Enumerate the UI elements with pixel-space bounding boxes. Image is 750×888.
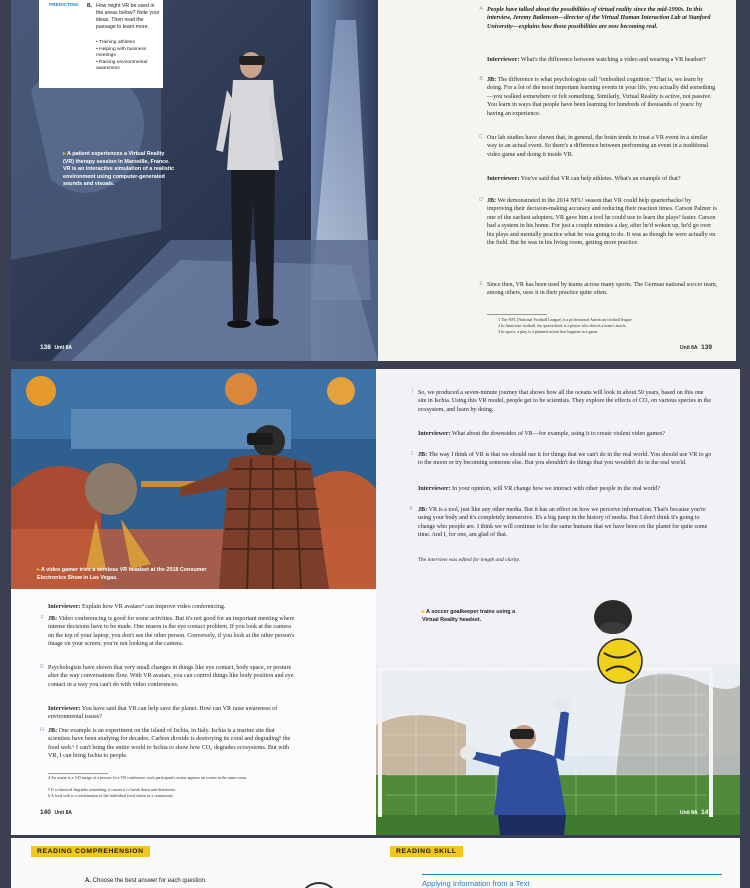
instruction: A. Choose the best answer for each question. (85, 878, 207, 884)
paragraph-letter: C (479, 134, 483, 140)
reading-comprehension-banner: READING COMPREHENSION (31, 846, 150, 857)
caption-arrow-icon: ▸ (63, 151, 68, 157)
unit-label: Unit 8A (680, 810, 698, 816)
list-item: • Training athletes (96, 40, 135, 45)
photo-caption: ▸ A video gamer tries a wireless VR headset at the 2018 Consumer Electronics Show in Las Vegas. (37, 567, 207, 581)
page-footer (40, 809, 72, 816)
answer-paragraph: JB: The difference is what psychologists call "embodied cognition." That is, we learn by doing. For a lot of the most important learning events in your life, you actually did something—you walked somewhere or felt something. Similarly, Virtual Reality is active, not passive. You learn in ways that people have been learning for hundreds of thousands of years: by having an experience. (487, 77, 716, 117)
answer-paragraph: JB: VR is a tool, just like any other media. But it has an effect on how we perceive information. That's because you're using your body and it's completely immersive. It's a big jump in the history of media. But I don't think it's going to change who people are. I think we will continue to be the same humans that we have been on the planet for quite some time. And I, for one, am glad of that. (418, 507, 708, 539)
page-140 (11, 369, 376, 835)
photo-caption: ▸ A patient experiences a Virtual Reality (VR) therapy session in Marseille, France. VR is an interactive simulation of a realistic environment using computer-generated sounds and visuals. (63, 151, 175, 188)
footnote: 4 An avatar is a 3-D image of a person. In a VR conference, each participant's avatar appears on screen in the same room. (48, 775, 247, 780)
page-number: 141 (701, 809, 712, 816)
predict-box (39, 0, 163, 88)
list-item: • Helping with business meetings (96, 46, 147, 59)
interviewer-question: Interviewer: Explain how VR avatars⁴ can improve video conferencing. (48, 604, 226, 610)
paragraph-letter: H (40, 727, 44, 733)
page-number: 138 (40, 344, 51, 351)
interviewer-question: Interviewer: You've said that VR can help athletes. What's an example of that? (487, 176, 681, 182)
caption-arrow-icon: ▸ (37, 567, 42, 573)
paragraph-letter: F (40, 615, 44, 621)
paragraph-letter: G (39, 664, 44, 670)
footnote: 2 In American football, the quarterback is a player who directs a team's attack. (498, 323, 627, 328)
paragraph-letter: I (411, 389, 413, 395)
footnote: 5 If a chemical degrades something, it causes it to break down and deteriorate. (48, 787, 177, 792)
footnote-rule (48, 773, 108, 774)
page-141 (376, 369, 740, 835)
paragraph-letter: J (410, 451, 413, 457)
interviewer-question: Interviewer: You have said that VR can help save the planet. How can VR raise awareness of environmental issues? (48, 706, 278, 721)
interviewer-question: Interviewer: What about the downsides of VR—for example, using it to create violent video games? (418, 431, 666, 437)
reading-skill-banner: READING SKILL (390, 846, 463, 857)
caption-arrow-icon: ▸ (422, 609, 427, 615)
paragraph-letter: B (479, 76, 483, 82)
unit-label: Unit 8A (680, 345, 698, 351)
footnote: 6 A food web is a combination of the individual food chains in a community. (48, 793, 174, 798)
answer-paragraph: JB: Video conferencing is good for some activities. But it's not good for an important meeting where intense decisions have to be made. One reason is the eye contact problem. If you look at the camera on the top of your laptop, you don't see the other person. Conversely, if you look at the other person's image on your screen, you're not looking at the camera. (48, 616, 295, 648)
answer-paragraph: JB: One example is an experiment on the island of Ischia, in Italy. Ischia is a marine site that scientists have been studying for decades. Carbon dioxide is destroying its coral and degrading⁵ the food web.⁶ I can't bring the entire world to Ischia to show how CO₂ degrades ecosystems. But with VR, I can bring Ischia to people. (48, 728, 291, 760)
answer-paragraph: JB: The way I think of VR is that we should use it for things that we can't do in the real world. You should use VR to go to the moon or try becoming someone else. But you shouldn't do things that you wouldn't do in the real world. (418, 452, 712, 467)
unit-label: Unit 8A (54, 345, 72, 351)
intro-paragraph: People have talked about the possibilities of virtual reality since the mid-1990s. In this interview, Jeremy Bailenson—director of the Virtual Human Interaction Lab at Stanford University—explains how those possibilities are now becoming real. (487, 7, 711, 30)
page-footer (680, 344, 712, 351)
answer-paragraph: Our lab studies have shown that, in general, the brain tends to treat a VR event in a similar way to an actual event. So there's a difference between performing an event in a traditional video game and doing it inside VR. (487, 135, 709, 158)
circle-graphic (299, 882, 339, 888)
list-item: • Raising environmental awareness (96, 59, 148, 72)
predict-question: How might VR be used in the areas below? Note your ideas. Then read the passage to learn more. (96, 3, 160, 30)
skill-title: Applying Information from a Text (422, 879, 530, 888)
page-number: 139 (701, 344, 712, 351)
footnote: 1 The NFL (National Football League) is a professional American football league. (498, 317, 633, 322)
predict-label: PREDICTING (49, 3, 79, 8)
predict-number: B. (87, 3, 92, 9)
vr-headset-icon (592, 598, 634, 636)
answer-paragraph: JB: We demonstrated in the 2014 NFL¹ season that VR could help quarterbacks² by improving their decision-making accuracy and reducing their reaction times. Carson Palmer is one of the earliest adopters. VR gave him a tool he could use to learn the plays³ faster. Carson had a system in his home. For just a couple minutes a day, after he'd woken up, he'd go over his plays and mentally practice what he was going to do. It was as though he were actually on the field. But he was in his living room, getting more practice. (487, 198, 717, 247)
page-footer (680, 809, 712, 816)
page-142 (11, 838, 376, 888)
skill-rule (422, 874, 722, 875)
page-139 (378, 0, 736, 361)
page-footer (40, 344, 72, 351)
answer-paragraph: Since then, VR has been used by teams across many sports. The German national soccer team, among others, uses it in their practice quite often. (487, 282, 718, 297)
answer-paragraph: Psychologists have shown that very small changes in things like eye contact, body space, or posture alter the way conversations flow. With VR avatars, you can control things like body position and eye contact in a way you can't do with video conferences. (48, 665, 294, 688)
paragraph-letter: D (479, 197, 483, 203)
answer-paragraph: So, we produced a seven-minute journey that shows how all the oceans will look in about 50 years, based on this one site in Ischia. Using this VR model, people get to be scientists. They explore the effects of CO₂ on various species in the ecosystem, and learn by doing. (418, 390, 712, 413)
interviewer-question: Interviewer: What's the difference between watching a video and wearing a VR headset? (487, 57, 706, 63)
paragraph-letter: A (479, 6, 483, 12)
photo-caption: ▸ A soccer goalkeeper trains using a Virtual Reality headset. (422, 609, 516, 623)
predict-list (96, 40, 162, 73)
editor-note: The interview was edited for length and clarity. (418, 557, 521, 563)
interviewer-question: Interviewer: In your opinion, will VR change how we interact with other people in the real world? (418, 486, 661, 492)
unit-label: Unit 8A (54, 810, 72, 816)
page-number: 140 (40, 809, 51, 816)
vr-gamer-photo (11, 369, 376, 589)
page-138 (11, 0, 378, 361)
footnote: 3 In sports, a play is a planned action that happens in a game. (498, 329, 599, 334)
paragraph-letter: E (479, 281, 483, 287)
paragraph-letter: K (409, 506, 413, 512)
page-143 (376, 838, 740, 888)
soccer-ball-icon (594, 635, 646, 687)
footnote-rule (487, 314, 547, 315)
